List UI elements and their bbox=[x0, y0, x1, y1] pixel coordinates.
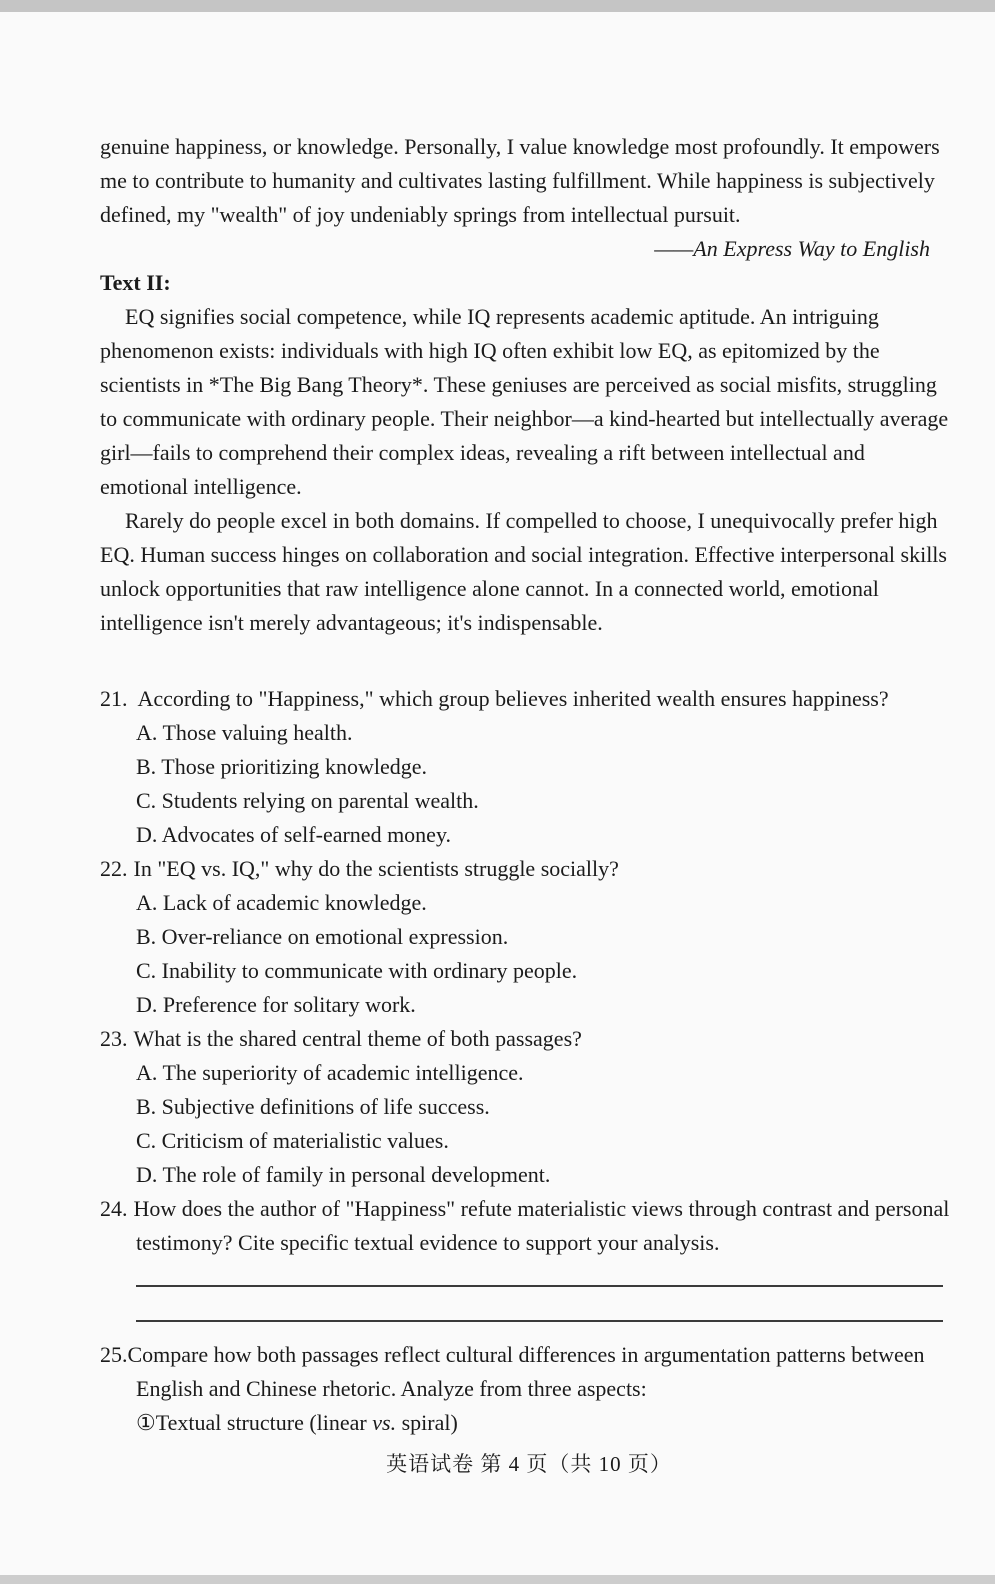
question-22-option-b: B. Over-reliance on emotional expression. bbox=[136, 924, 509, 949]
question-section bbox=[100, 682, 958, 1440]
question-24 bbox=[100, 1192, 958, 1322]
question-25-aspect-1-prefix: ①Textual structure (linear bbox=[136, 1410, 373, 1435]
question-22-option-c: C. Inability to communicate with ordinary people. bbox=[136, 958, 578, 983]
question-23 bbox=[100, 1022, 958, 1192]
question-25-text: Compare how both passages reflect cultural differences in argumentation patterns between English and Chinese rhetoric. Analyze from three aspects: bbox=[127, 1342, 925, 1401]
question-25-aspect-1-suffix: spiral) bbox=[396, 1410, 458, 1435]
question-25-aspect-1 bbox=[100, 1406, 958, 1440]
question-21-option-d: D. Advocates of self-earned money. bbox=[136, 822, 452, 847]
question-23-text: What is the shared central theme of both passages? bbox=[133, 1026, 582, 1051]
answer-blank-line-1 bbox=[136, 1285, 943, 1287]
question-21-option-c: C. Students relying on parental wealth. bbox=[136, 788, 479, 813]
answer-blank-line-2 bbox=[136, 1320, 943, 1322]
question-25-aspect-1-vs: vs. bbox=[372, 1410, 397, 1435]
question-23-stem bbox=[100, 1022, 958, 1056]
text2-paragraph-2: Rarely do people excel in both domains. If compelled to choose, I unequivocally prefer high EQ. Human success hinges on collaboration and social integration. Effective interpersonal skills unlock opportunities that raw intelligence alone cannot. In a connected world, emotional intelligence isn't merely advantageous; it's indispensable. bbox=[100, 508, 947, 635]
question-22-option-a: A. Lack of academic knowledge. bbox=[136, 890, 427, 915]
question-22 bbox=[100, 852, 958, 1022]
question-22-option-d: D. Preference for solitary work. bbox=[136, 992, 416, 1017]
bottom-edge-bar bbox=[0, 1575, 995, 1584]
question-21-text: According to "Happiness," which group believes inherited wealth ensures happiness? bbox=[137, 686, 889, 711]
question-21-number: 21. bbox=[100, 686, 128, 711]
page-content bbox=[100, 0, 958, 1481]
text2-paragraph-1: EQ signifies social competence, while IQ represents academic aptitude. An intriguing phenomenon exists: individuals with high IQ often exhibit low EQ, as epitomized by the scientists in *The Big Bang Theory*. These geniuses are perceived as social misfits, struggling to communicate with ordinary people. Their neighbor—a kind-hearted but intellectually average girl—fails to comprehend their complex ideas, revealing a rift between intellectual and emotional intelligence. bbox=[100, 304, 949, 499]
question-23-option-b: B. Subjective definitions of life success. bbox=[136, 1094, 490, 1119]
question-25-stem bbox=[100, 1338, 958, 1406]
question-23-number: 23. bbox=[100, 1026, 128, 1051]
question-24-number: 24. bbox=[100, 1196, 128, 1221]
question-22-number: 22. bbox=[100, 856, 128, 881]
question-23-option-d: D. The role of family in personal development. bbox=[136, 1162, 551, 1187]
question-24-answer-area bbox=[100, 1285, 958, 1322]
passage-continuation-paragraph: genuine happiness, or knowledge. Personally, I value knowledge most profoundly. It empowers me to contribute to humanity and cultivates lasting fulfillment. While happiness is subjectively defined, my "wealth" of joy undeniably springs from intellectual pursuit. bbox=[100, 134, 940, 227]
question-23-option-a: A. The superiority of academic intelligence. bbox=[136, 1060, 524, 1085]
question-23-option-c: C. Criticism of materialistic values. bbox=[136, 1128, 449, 1153]
passage-attribution: ——An Express Way to English bbox=[654, 236, 930, 261]
text2-heading: Text II: bbox=[100, 270, 171, 295]
question-25 bbox=[100, 1338, 958, 1440]
question-25-number: 25. bbox=[100, 1342, 128, 1367]
question-24-stem bbox=[100, 1192, 958, 1260]
question-21-stem bbox=[100, 682, 958, 716]
question-22-text: In "EQ vs. IQ," why do the scientists struggle socially? bbox=[133, 856, 619, 881]
page-footer: 英语试卷 第 4 页（共 10 页） bbox=[386, 1452, 672, 1476]
question-24-text: How does the author of "Happiness" refute materialistic views through contrast and personal testimony? Cite specific textual evidence to support your analysis. bbox=[133, 1196, 950, 1255]
question-22-stem bbox=[100, 852, 958, 886]
question-21-option-b: B. Those prioritizing knowledge. bbox=[136, 754, 428, 779]
question-21 bbox=[100, 682, 958, 852]
question-21-option-a: A. Those valuing health. bbox=[136, 720, 353, 745]
